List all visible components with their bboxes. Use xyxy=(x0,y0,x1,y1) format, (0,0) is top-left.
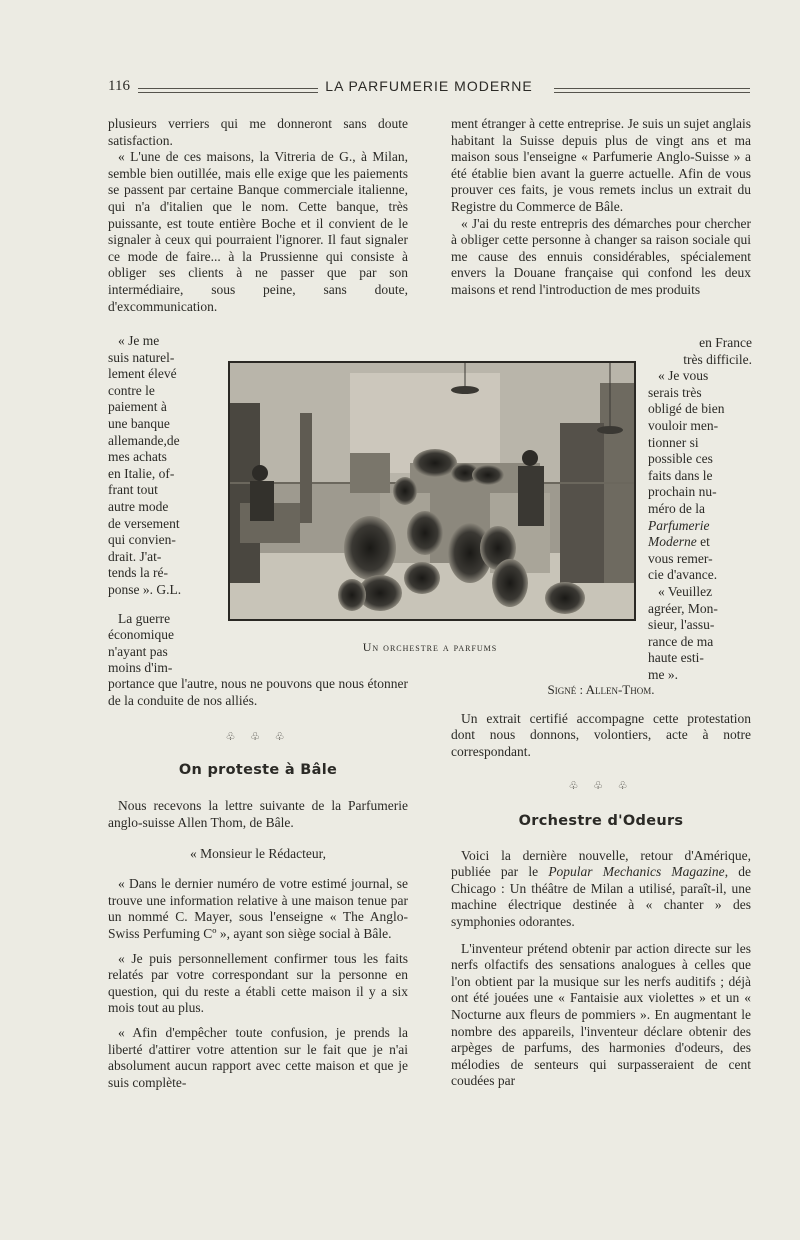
line: vous remer- xyxy=(648,550,713,566)
paragraph: « L'une de ces maisons, la Vitreria de G., à Milan, semble bien outillée, mais elle exige que les paiements se passent par certaine Banque commerciale italienne, qui n'a d'italien que le nom. Cette banque, très puissante, est toute entière Boche et il convient de le signaler à ceux qui pourraient l'ignorer. Il faut signaler ce mode de faire... à la Prussienne qui consiste à obliger ses clients à ne passer que par son intermédiaire, sous peine, sans doute, d'excommunication. xyxy=(108,149,408,314)
signature xyxy=(451,682,751,699)
line: paiement à xyxy=(108,399,167,415)
line: cie d'avance. xyxy=(648,567,718,583)
line: contre le xyxy=(108,382,155,398)
right-column-bottom xyxy=(451,682,751,1090)
line: Parfumerie xyxy=(648,517,710,533)
running-header xyxy=(108,78,750,98)
paragraph: Un extrait certifié accompagne cette protestation dont nous donnons, volontiers, acte à notre correspondant. xyxy=(451,710,751,759)
ornament-divider: ♧ ♧ ♧ xyxy=(225,731,291,744)
paragraph xyxy=(451,848,751,931)
running-title: LA PARFUMERIE MODERNE xyxy=(325,78,533,94)
line xyxy=(648,534,752,551)
line: tends la ré- xyxy=(108,565,168,581)
line: sieur, l'assu- xyxy=(648,617,715,633)
text: , de Chicago : Un théâtre de Milan a utilisé, paraît-il, une machine électrique destinée à « chanter » des symphonies odorantes. xyxy=(451,864,752,929)
line: économique xyxy=(108,627,174,643)
line: frant tout xyxy=(108,482,158,498)
paragraph: plusieurs verriers qui me donneront sans doute satisfaction. xyxy=(108,116,408,148)
orchestra-photo xyxy=(228,361,636,621)
line: drait. J'at- xyxy=(108,548,162,564)
ornament-divider: ♧ ♧ ♧ xyxy=(568,780,634,793)
line: méro de la xyxy=(648,500,705,516)
left-narrow-column xyxy=(108,333,216,677)
photo-illustration xyxy=(230,363,634,619)
paragraph: ment étranger à cette entreprise. Je suis un sujet anglais habitant la Suisse depuis plus de vingt ans et ma maison sous l'enseigne « Parfumerie Anglo-Suisse » a été établie bien avant la guerre actuelle. Afin de vous prouver ces faits, je vous remets inclus un extrait du Registre du Commerce de Bâle. xyxy=(451,116,751,214)
paragraph: Nous recevons la lettre suivante de la Parfumerie anglo-suisse Allen Thom, de Bâle. xyxy=(108,798,408,830)
line: « Je vous xyxy=(658,368,709,384)
paragraph: « Je puis personnellement confirmer tous les faits relatés par votre correspondant sur la personne en question, qui du reste a établi cette maison il y a six mois tout au plus. xyxy=(108,950,408,1016)
line: en France xyxy=(699,335,752,350)
italic-text: Popular Mechanics Magazine xyxy=(548,864,725,880)
line: faits dans le xyxy=(648,467,713,483)
line: vouloir men- xyxy=(648,417,719,433)
line: lement élevé xyxy=(108,366,177,382)
line: suis naturel- xyxy=(108,349,175,365)
paragraph: « Afin d'empêcher toute confusion, je prends la liberté d'attirer votre attention sur le fait que je n'ai absolument aucun rapport avec cette maison et que je suis complète- xyxy=(108,1024,408,1090)
line: rance de ma xyxy=(648,633,714,649)
photo-caption: Un orchestre a parfums xyxy=(362,640,498,654)
line: de versement xyxy=(108,515,180,531)
header-rule-right xyxy=(554,88,750,93)
text: Voici la dernière nouvelle, retour d'Amérique, publiée par le xyxy=(451,847,751,880)
line: obligé de bien xyxy=(648,401,725,417)
section-heading: On proteste à Bâle xyxy=(178,761,338,778)
line: moins d'im- xyxy=(108,660,173,676)
line: prochain nu- xyxy=(648,484,717,500)
line: me ». xyxy=(648,666,678,682)
right-narrow-column xyxy=(648,335,752,683)
signature-text: Signé : Allen-Thom. xyxy=(547,682,655,697)
line: très difficile. xyxy=(683,351,752,367)
line: une banque xyxy=(108,415,170,431)
section-heading: Orchestre d'Odeurs xyxy=(518,812,684,829)
line: en Italie, of- xyxy=(108,465,175,481)
paragraph: L'inventeur prétend obtenir par action directe sur les nerfs olfactifs des sensations analogues à celles que l'on obtient par la musique sur les nerfs auditifs ; déjà ont été jouées une « Fantaisie aux violettes » et un « Nocturne aux fleurs de pommiers ». En augmentant le nombre des appareils, l'inventeur déclare obtenir des arpèges de parfums, des harmonies d'odeurs, des mélodies de senteurs qui surpasseraient de cent coudées par xyxy=(451,940,751,1089)
line: n'ayant pas xyxy=(108,643,168,659)
line: La guerre xyxy=(118,610,171,626)
line: mes achats xyxy=(108,449,167,465)
paragraph: portance que l'autre, nous ne pouvons que nous étonner de la conduite de nos alliés. xyxy=(108,676,408,708)
left-column-top xyxy=(108,116,408,315)
text: et xyxy=(700,534,710,550)
line: serais très xyxy=(648,384,702,400)
right-column-top xyxy=(451,116,751,299)
line: « Je me xyxy=(118,333,160,348)
line: qui convien- xyxy=(108,532,176,548)
line: « Veuillez xyxy=(658,583,713,599)
left-column-bottom xyxy=(108,676,408,1091)
line: possible ces xyxy=(648,451,713,467)
page-number: 116 xyxy=(108,78,130,94)
line: tionner si xyxy=(648,434,699,450)
line: ponse ». G.L. xyxy=(108,581,182,597)
salutation: « Monsieur le Rédacteur, xyxy=(190,845,326,861)
line: haute esti- xyxy=(648,650,704,666)
paragraph: « Dans le dernier numéro de votre estimé journal, se trouve une information relative à une maison tenue par un nommé C. Mayer, sous l'enseigne « The Anglo- Swiss Perfuming Cº », ayant son siège social à Bâle. xyxy=(108,876,408,941)
line: allemande,de xyxy=(108,432,180,448)
italic-text: Moderne xyxy=(648,534,697,550)
paragraph: « J'ai du reste entrepris des démarches pour chercher à obliger cette personne à changer sa raison sociale qui me cause des ennuis considérables, spécialement envers la Douane française qui confond les deux maisons et rend l'introduction de mes produits xyxy=(451,215,751,297)
line: agréer, Mon- xyxy=(648,600,718,616)
line: autre mode xyxy=(108,498,169,514)
